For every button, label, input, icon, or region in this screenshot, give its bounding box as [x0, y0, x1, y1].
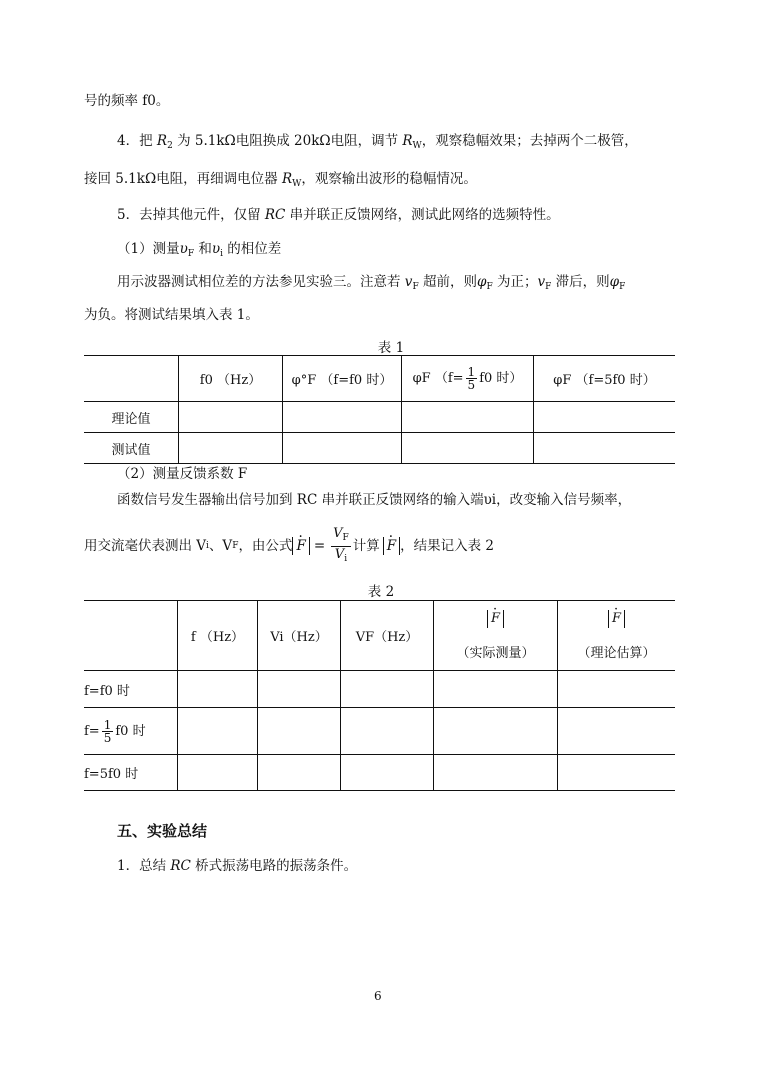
- table1-cell: [402, 433, 534, 464]
- text-line-1: 号的频率 f0。: [84, 93, 170, 109]
- table2-row-label: f=5f0 时: [84, 755, 178, 791]
- table1-cell: [179, 433, 283, 464]
- text-line-11: 1．总结 RC 桥式振荡电路的振荡条件。: [117, 858, 358, 874]
- page-number: 6: [374, 989, 382, 1003]
- text-line-8: （2）测量反馈系数 F: [117, 466, 248, 482]
- table2-cell: [558, 708, 676, 755]
- table-2: [84, 600, 675, 791]
- text-line-3: 接回 5.1kΩ电阻，再细调电位器 $R_W$，观察输出波形的稳幅情况。: [84, 171, 477, 189]
- table1-row-label: 测试值: [84, 433, 179, 464]
- table1-cell: [534, 433, 676, 464]
- text-line-9: 函数信号发生器输出信号加到 RC 串并联正反馈网络的输入端υi，改变输入信号频率，: [117, 492, 632, 508]
- table1-header-phi0: φ°F （f=f0 时）: [283, 356, 402, 402]
- table2-cell: [341, 755, 434, 791]
- table2-cell: [178, 671, 258, 708]
- table2-corner: [84, 601, 178, 671]
- text-line-5: （1）测量$\upsilon_F$ 和$\upsilon_i$ 的相位差: [117, 241, 282, 259]
- table1-cell: [179, 402, 283, 433]
- table2-cell: [558, 755, 676, 791]
- table2-cell: [258, 755, 341, 791]
- table1-corner: [84, 356, 179, 402]
- table1-row-label: 理论值: [84, 402, 179, 433]
- table1-cell: [402, 402, 534, 433]
- table2-cell: [558, 671, 676, 708]
- table2-row-label: f=f0 时: [84, 671, 178, 708]
- table2-row-label: f= $\frac{1}{5}$ f0 时: [84, 708, 178, 755]
- text-line-6: 用示波器测试相位差的方法参见实验三。注意若 $v_F$ 超前，则$\varphi_F$ 为正；$v_F$ 滞后，则$\varphi_F$: [117, 274, 626, 292]
- text-line-4: 5．去掉其他元件，仅留 RC 串并联正反馈网络，测试此网络的选频特性。: [117, 207, 560, 223]
- table2-header-F-measured: · F （实际测量）: [434, 601, 558, 671]
- table2-cell: [434, 708, 558, 755]
- table2-cell: [178, 755, 258, 791]
- formula-fraction: $\frac{V_F}{V_i}$: [333, 525, 349, 564]
- table2-header-vi: Vi（Hz）: [258, 601, 341, 671]
- text-line-10: 用交流毫伏表测出 V i 、V F ，由公式 · F = $\frac{V_F}{V_i}$ 计算 · F ，结果记入表 2: [84, 526, 494, 566]
- formula-abs-F: · F: [292, 537, 309, 555]
- table2-cell: [178, 708, 258, 755]
- table2-cell: [434, 755, 558, 791]
- table1-caption: 表 1: [377, 340, 405, 356]
- table2-header-vf: VF（Hz）: [341, 601, 434, 671]
- table2-caption: 表 2: [367, 584, 395, 600]
- text-line-2: 4．把 $R_2$ 为 5.1kΩ电阻换成 20kΩ电阻，调节 $R_W$，观察稳幅效果；去掉两个二极管，: [117, 133, 638, 151]
- table2-header-f: f （Hz）: [178, 601, 258, 671]
- section-heading: 五、实验总结: [117, 822, 208, 840]
- table1-header-phi-fifth: φF （f= $\frac{1}{5}$ f0 时）: [402, 356, 534, 402]
- formula-abs-F2: · F: [383, 537, 400, 555]
- table-1: [84, 355, 675, 464]
- table1-cell: [283, 433, 402, 464]
- table2-cell: [434, 671, 558, 708]
- table1-header-phi5: φF （f=5f0 时）: [534, 356, 676, 402]
- table1-cell: [283, 402, 402, 433]
- table2-cell: [341, 671, 434, 708]
- table2-header-F-estimated: · F （理论估算）: [558, 601, 676, 671]
- table2-cell: [341, 708, 434, 755]
- table1-cell: [534, 402, 676, 433]
- table2-cell: [258, 708, 341, 755]
- text-line-7: 为负。将测试结果填入表 1。: [84, 307, 259, 323]
- table1-header-f0: f0 （Hz）: [179, 356, 283, 402]
- table2-cell: [258, 671, 341, 708]
